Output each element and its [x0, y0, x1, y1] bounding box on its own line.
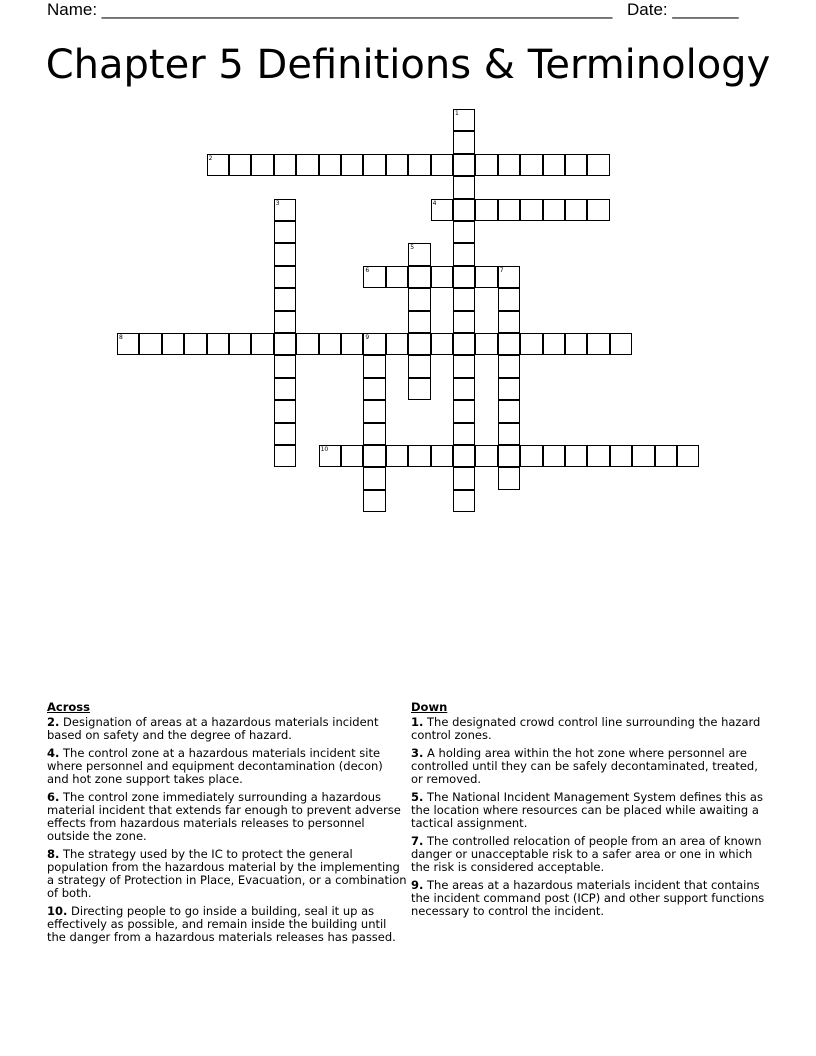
grid-cell[interactable] — [386, 154, 408, 176]
grid-cell[interactable] — [386, 333, 408, 355]
grid-cell[interactable] — [274, 445, 296, 467]
grid-cell[interactable] — [184, 333, 206, 355]
grid-cell[interactable] — [453, 288, 475, 310]
grid-cell[interactable] — [453, 400, 475, 422]
grid-cell[interactable] — [386, 266, 408, 288]
grid-cell[interactable] — [453, 243, 475, 265]
clue-number-label: 5 — [410, 244, 415, 252]
grid-cell[interactable] — [363, 445, 385, 467]
grid-cell[interactable] — [498, 154, 520, 176]
grid-cell[interactable] — [296, 333, 318, 355]
grid-cell[interactable] — [498, 445, 520, 467]
grid-cell[interactable] — [319, 333, 341, 355]
grid-cell[interactable] — [475, 333, 497, 355]
grid-cell[interactable] — [498, 355, 520, 377]
grid-cell[interactable] — [587, 199, 609, 221]
clue-text: Directing people to go inside a building, seal it up as effectively as possible, and remain inside the building until the danger from a hazardous materials releases has passed. — [47, 904, 396, 944]
clue-text: A holding area within the hot zone where personnel are controlled until they can be safely decontaminated, treated, or removed. — [411, 746, 758, 786]
page-title: Chapter 5 Definitions & Terminology — [45, 42, 771, 88]
grid-cell[interactable] — [341, 333, 363, 355]
grid-cell[interactable] — [543, 333, 565, 355]
clue-number-label: 9 — [365, 334, 370, 341]
grid-cell[interactable] — [274, 378, 296, 400]
across-clue — [47, 905, 407, 944]
grid-cell[interactable] — [408, 445, 430, 467]
grid-cell[interactable] — [139, 333, 161, 355]
clue-text: The controlled relocation of people from an area of known danger or unacceptable risk to a safer area or one in which the risk is considered acceptable. — [411, 834, 762, 874]
grid-cell[interactable] — [229, 154, 251, 176]
across-clues — [47, 701, 407, 949]
grid-cell[interactable] — [274, 288, 296, 310]
grid-cell[interactable] — [408, 243, 430, 265]
grid-cell[interactable] — [207, 333, 229, 355]
grid-cell[interactable] — [655, 445, 677, 467]
grid-cell[interactable] — [565, 445, 587, 467]
clue-number-label: 8 — [119, 334, 123, 341]
grid-cell[interactable] — [453, 109, 475, 131]
grid-cell[interactable] — [251, 333, 273, 355]
clue-text: Designation of areas at a hazardous materials incident based on safety and the degree of hazard. — [47, 715, 379, 742]
clue-number-label: 6 — [365, 266, 370, 274]
grid-cell[interactable] — [408, 378, 430, 400]
grid-cell[interactable] — [453, 221, 475, 243]
clue-text: The control zone immediately surrounding a hazardous material incident that extends far enough to prevent adverse effects from hazardous materials releases to personnel outside the zone. — [47, 790, 401, 843]
grid-cell[interactable] — [475, 199, 497, 221]
grid-cell[interactable] — [498, 423, 520, 445]
across-clue — [47, 716, 407, 742]
grid-cell[interactable] — [453, 131, 475, 153]
grid-cell[interactable] — [363, 490, 385, 512]
grid-cell[interactable] — [565, 199, 587, 221]
grid-cell[interactable] — [453, 490, 475, 512]
grid-cell[interactable] — [117, 333, 139, 355]
grid-cell[interactable] — [431, 154, 453, 176]
down-clue — [411, 716, 766, 742]
clue-number: 1. — [411, 715, 424, 729]
grid-cell[interactable] — [274, 243, 296, 265]
across-clue — [47, 791, 407, 843]
grid-cell[interactable] — [363, 355, 385, 377]
clue-number: 4. — [47, 746, 60, 760]
clue-number: 8. — [47, 847, 60, 861]
grid-cell[interactable] — [431, 199, 453, 221]
grid-cell[interactable] — [677, 445, 699, 467]
grid-cell[interactable] — [498, 288, 520, 310]
grid-cell[interactable] — [319, 154, 341, 176]
clue-text: The designated crowd control line surrounding the hazard control zones. — [411, 715, 761, 742]
clue-number: 5. — [411, 790, 424, 804]
grid-cell[interactable] — [453, 423, 475, 445]
clue-number-label: 3 — [275, 199, 280, 207]
grid-cell[interactable] — [363, 154, 385, 176]
grid-cell[interactable] — [274, 266, 296, 288]
across-clue — [47, 747, 407, 786]
grid-cell[interactable] — [498, 378, 520, 400]
grid-cell[interactable] — [453, 154, 475, 176]
grid-cell[interactable] — [274, 311, 296, 333]
grid-cell[interactable] — [520, 154, 542, 176]
grid-cell[interactable] — [408, 288, 430, 310]
grid-cell[interactable] — [475, 445, 497, 467]
grid-cell[interactable] — [229, 333, 251, 355]
grid-cell[interactable] — [587, 445, 609, 467]
down-heading: Down — [411, 700, 448, 714]
grid-cell[interactable] — [453, 176, 475, 198]
down-clue — [411, 747, 766, 786]
down-clues — [411, 701, 766, 923]
grid-cell[interactable] — [543, 154, 565, 176]
grid-cell[interactable] — [543, 199, 565, 221]
grid-cell[interactable] — [408, 333, 430, 355]
grid-cell[interactable] — [520, 199, 542, 221]
grid-cell[interactable] — [274, 355, 296, 377]
grid-cell[interactable] — [453, 467, 475, 489]
clue-number-label: 10 — [320, 446, 329, 453]
grid-cell[interactable] — [453, 378, 475, 400]
grid-cell[interactable] — [431, 445, 453, 467]
grid-cell[interactable] — [543, 445, 565, 467]
grid-cell[interactable] — [431, 266, 453, 288]
grid-cell[interactable] — [162, 333, 184, 355]
clue-number-label: 2 — [208, 154, 213, 162]
clue-text: The control zone at a hazardous materials incident site where personnel and equipment decontamination (decon) and hot zone support takes place. — [47, 746, 383, 786]
grid-cell[interactable] — [498, 311, 520, 333]
grid-cell[interactable] — [453, 445, 475, 467]
grid-cell[interactable] — [274, 154, 296, 176]
grid-cell[interactable] — [520, 445, 542, 467]
grid-cell[interactable] — [587, 154, 609, 176]
grid-cell[interactable] — [363, 467, 385, 489]
clue-text: The National Incident Management System defines this as the location where resources can be placed while awaiting a tactical assignment. — [411, 790, 763, 830]
clue-text: The strategy used by the IC to protect the general population from the hazardous material by the implementing a strategy of Protection in Place, Evacuation, or a combination of both. — [47, 847, 407, 900]
grid-cell[interactable] — [453, 199, 475, 221]
grid-cell[interactable] — [408, 311, 430, 333]
grid-cell[interactable] — [453, 333, 475, 355]
clue-text: The areas at a hazardous materials incident that contains the incident command post (ICP) and other support functions necessary to control the incident. — [411, 878, 765, 918]
clue-number-label: 7 — [499, 266, 504, 274]
clue-number: 9. — [411, 878, 424, 892]
grid-cell[interactable] — [251, 154, 273, 176]
grid-cell[interactable] — [431, 333, 453, 355]
grid-cell[interactable] — [296, 154, 318, 176]
grid-cell[interactable] — [408, 355, 430, 377]
grid-cell[interactable] — [363, 423, 385, 445]
grid-cell[interactable] — [453, 311, 475, 333]
grid-cell[interactable] — [408, 266, 430, 288]
date-field-label: Date: _______ — [627, 0, 739, 19]
grid-cell[interactable] — [565, 333, 587, 355]
grid-cell[interactable] — [498, 467, 520, 489]
grid-cell[interactable] — [274, 199, 296, 221]
clue-number: 6. — [47, 790, 60, 804]
name-field-label: Name: ______________________________________________________ — [47, 0, 613, 19]
across-clue — [47, 848, 407, 900]
grid-cell[interactable] — [610, 333, 632, 355]
grid-cell[interactable] — [453, 355, 475, 377]
down-clue — [411, 835, 766, 874]
grid-cell[interactable] — [319, 445, 341, 467]
grid-cell[interactable] — [610, 445, 632, 467]
grid-cell[interactable] — [475, 154, 497, 176]
grid-cell[interactable] — [274, 423, 296, 445]
across-heading: Across — [47, 700, 90, 714]
grid-cell[interactable] — [274, 221, 296, 243]
grid-cell[interactable] — [498, 266, 520, 288]
clue-number: 2. — [47, 715, 60, 729]
grid-cell[interactable] — [498, 199, 520, 221]
grid-cell[interactable] — [363, 378, 385, 400]
grid-cell[interactable] — [632, 445, 654, 467]
clue-number-label: 1 — [455, 110, 459, 117]
grid-cell[interactable] — [475, 266, 497, 288]
down-clue — [411, 879, 766, 918]
down-clue — [411, 791, 766, 830]
grid-cell[interactable] — [408, 154, 430, 176]
clue-number: 10. — [47, 904, 68, 918]
grid-cell[interactable] — [363, 266, 385, 288]
grid-cell[interactable] — [341, 154, 363, 176]
grid-cell[interactable] — [274, 333, 296, 355]
clue-number-label: 4 — [432, 199, 437, 207]
grid-cell[interactable] — [498, 400, 520, 422]
grid-cell[interactable] — [565, 154, 587, 176]
grid-cell[interactable] — [498, 333, 520, 355]
clue-number: 7. — [411, 834, 424, 848]
grid-cell[interactable] — [341, 445, 363, 467]
clue-number: 3. — [411, 746, 424, 760]
grid-cell[interactable] — [207, 154, 229, 176]
grid-cell[interactable] — [587, 333, 609, 355]
grid-cell[interactable] — [453, 266, 475, 288]
grid-cell[interactable] — [520, 333, 542, 355]
grid-cell[interactable] — [363, 400, 385, 422]
grid-cell[interactable] — [363, 333, 385, 355]
grid-cell[interactable] — [274, 400, 296, 422]
grid-cell[interactable] — [386, 445, 408, 467]
